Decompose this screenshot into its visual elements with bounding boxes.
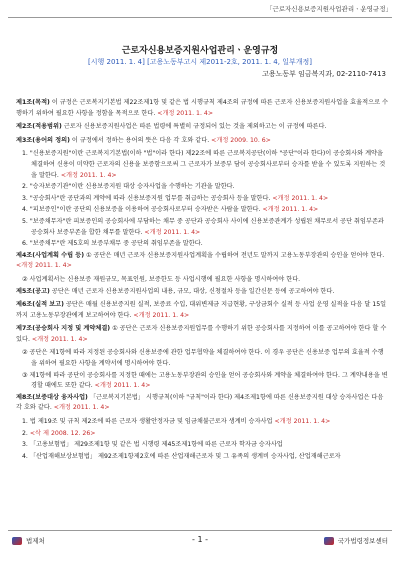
article-8: [16, 393, 388, 414]
article-text: 「근로복지기본법」 시행규칙(이하 "규칙"이라 한다) 제4조제1항에 따른 신용보증지원 대상 승자사업은 다음 각 호와 같다. <개정 2011. 1. 4>: [16, 393, 384, 412]
article-text: 공단은 매년 근로자 신용보증지원사업의 내용, 규모, 대상, 신청절차 등을 일간신문 등에 공고하여야 한다.: [49, 287, 335, 295]
article-heading[interactable]: 제3조(용어의 정의): [16, 136, 70, 144]
running-header: 「근로자신용보증지원사업관리ㆍ운영규정」: [265, 5, 392, 13]
article-2: [16, 122, 388, 133]
department-contact: 고용노동부 임금복지과, 02-2110-7413: [262, 70, 386, 78]
article-item: 5. "보증채무자"란 피보증인의 공승회사에 부담하는 채무 중 공단과 공승회사 사이에 신용보증관계가 성립된 채무로서 공단 취임부존과 공승회사 보증부존을 합한 채무를 말한다. <개정 2011. 1. 4>: [22, 217, 384, 236]
article-heading[interactable]: 제7조(공승회사 지정 및 계약체결): [16, 325, 111, 333]
article-item: 3. "공승회사"란 공단과의 계약에 따라 신용보증지원 업무를 취급하는 공승회사 등을 말한다. <개정 2011. 1. 4>: [22, 194, 329, 202]
article-heading[interactable]: 제2조(적용범위): [16, 123, 62, 131]
article-item: 4. 「산업재해보상보험법」 제92조제1항제2호에 따른 산업재해근로자 및 그 유족의 생계비 승자사업, 산업재해근로자: [22, 452, 341, 460]
article-text: 공단은 매월 신용보증지원 실적, 보증료 수입, 대위변제금 지급현황, 구상금회수 실적 등 사업 운영 실적을 다음 달 15일까지 고용노동부장관에게 보고하여야 한다. <개정 2011. 1. 4>: [16, 301, 387, 319]
article-4: [16, 251, 388, 272]
article-item: 1. 법 제19조 및 규칙 제2조에 따른 근로자 생활안정자금 및 임금채불근로자 생계비 승자사업 <개정 2011. 1. 4>: [22, 418, 331, 426]
article-heading[interactable]: 제8조(보증대상 융자사업): [16, 393, 88, 401]
article-text: 이 규정은 근로복지기본법 제22조제1항 및 같은 법 시행규칙 제4조의 규정에 따른 근로자 신용보증지원사업을 효율적으로 수행하기 위하여 필요한 사항을 정함을 목적으로 한다. <개정 2011. 1. 4>: [16, 99, 389, 117]
article-text: ① 공단은 매년 근로자 신용보증지원사업계획을 수립하여 전년도 말까지 고용노동부장관의 승인을 얻어야 한다. <개정 2011. 1. 4>: [16, 251, 385, 270]
article-1: [16, 98, 388, 119]
document-title: 근로자신용보증지원사업관리ㆍ운영규정: [121, 46, 279, 56]
article-item: 6. "보증채무"란 제5호의 보증부채무 중 공단의 취임부존을 말한다.: [22, 240, 203, 248]
article-heading[interactable]: 제1조(목적): [16, 99, 50, 106]
articles-body: [16, 98, 388, 463]
article-item: 4. "피보증인"이란 공단의 신용보증을 이용하여 공승회사로부터 승자받은 사람을 말한다. <개정 2011. 1. 4>: [22, 206, 319, 214]
article-6: [16, 300, 388, 321]
article-7: [16, 324, 388, 345]
law-center-logo-icon: [324, 537, 334, 545]
article-item: 2. "승자보증기관"이란 신용보증지원 대상 승자사업을 수행하는 기관을 말한다.: [22, 183, 235, 191]
enactment-info-link[interactable]: [시행 2011. 1. 4] [고용노동부고시 제2011-2호, 2011. 1. 4, 일부개정]: [88, 58, 312, 66]
article-item: 2. <삭 제 2008. 12. 26>: [22, 429, 96, 437]
article-item: ② 공단은 제1항에 따라 지정된 공승회사와 신용보증에 관한 업무협약을 체결하여야 한다. 이 경우 공단은 신용보증 업무의 효율적 수행을 위하여 필요한 사항을 계약서에 명시하여야 한다.: [22, 349, 384, 368]
footer-right-text: 국가법령정보센터: [337, 537, 388, 545]
article-text: 근로자 신용보증지원사업은 따른 법령에 특별히 규정되어 있는 것을 제외하고는 이 규정에 따른다.: [61, 123, 327, 131]
article-item: ② 사업계획서는 신용보증 재원규모, 목표인원, 보증한도 등 사업시행에 필요한 사항을 명시하여야 한다.: [22, 275, 301, 283]
article-item: 1. "신용보증지원"이란 근로복지기본법(이하 "법"이라 한다) 제22조에 따른 근로복지공단(이하 "공단"이라 한다)이 공승회사와 계약을 체결하여 신용이 미약한 근로자의 신용을 보증함으로써 그 근로자가 보증부 담이 공승회사로부터 승자를 받을 수 있도록 지원하는 것을 말한다. <개정 2011. 1. 4>: [22, 150, 386, 179]
footer-divider: [8, 530, 392, 531]
page-number: - 1 -: [192, 535, 208, 544]
article-3: [16, 136, 388, 147]
page-footer: [0, 534, 400, 550]
article-heading[interactable]: 제5조(공고): [16, 287, 50, 295]
article-text: ① 공단은 근로자 신용보증지원업무를 수행하기 위한 공승회사를 지정하여 이를 공고하여야 한다 할 수 있다. <개정 2011. 1. 4>: [16, 325, 387, 343]
article-heading[interactable]: 제6조(실적 보고): [16, 301, 64, 309]
header-divider: [8, 17, 392, 18]
footer-left-text: 법제처: [26, 537, 45, 545]
article-5: [16, 287, 388, 298]
article-item: 3. 「고용보험법」 제29조제1항 및 같은 법 시행령 제45조제1항에 따른 근로자 학자금 승자사업: [22, 441, 283, 449]
article-text: 이 규정에서 정하는 용어의 뜻은 다음 각 호와 같다. <개정 2009. 10. 6>: [69, 136, 271, 144]
footer-right: [324, 536, 388, 545]
article-heading[interactable]: 제4조(사업계획 수립 등): [16, 251, 85, 259]
article-item: ③ 제1항에 따라 공단이 공승회사를 지정한 때에는 고용노동부장관의 승인을 얻어 공승회사와 계약을 체결하여야 한다. 그 계약내용을 변경할 때에도 또한 같다. <개정 2011. 1. 4>: [22, 371, 388, 390]
